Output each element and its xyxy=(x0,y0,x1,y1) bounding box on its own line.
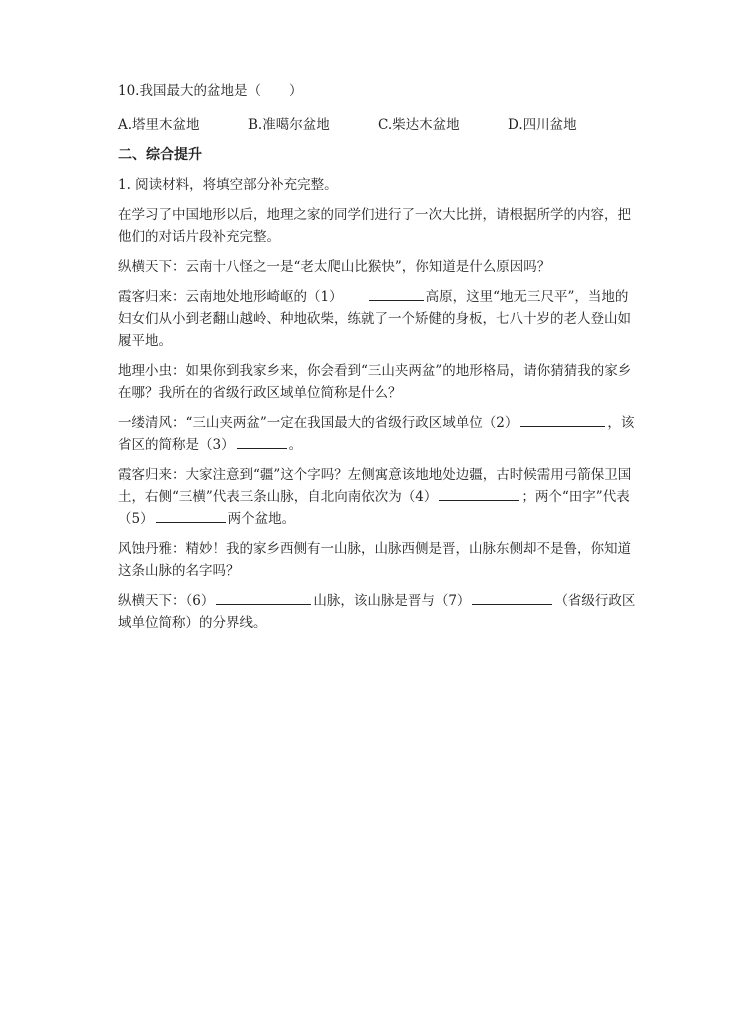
dialog-line-2 xyxy=(118,286,638,352)
question-10 xyxy=(118,80,638,102)
dialog-7-part-a: 纵横天下：（6） xyxy=(118,593,215,609)
dialog-7-part-b: 山脉，该山脉是晋与（7） xyxy=(313,593,471,609)
dialog-5-part-b: ；两个“田字”代表（5） xyxy=(118,489,630,527)
dialog-5-part-a: 霞客归来：大家注意到“疆”这个字吗？左侧寓意该地地处边疆，古时候需用弓箭保卫国土，右侧“三横”代表三条山脉，自北向南依次为（4） xyxy=(118,467,632,505)
dialog-5-part-c: 两个盆地。 xyxy=(227,511,296,527)
option-d: D.四川盆地 xyxy=(508,117,577,133)
dialog-line-4 xyxy=(118,412,638,456)
section-heading: 二、综合提升 xyxy=(118,147,202,163)
question-10-options xyxy=(118,114,638,136)
dialog-line-6: 风蚀丹雅：精妙！我的家乡西侧有一山脉，山脉西侧是晋，山脉东侧却不是鲁，你知道这条山脉的名字吗？ xyxy=(118,541,631,579)
question-10-stem: 10.我国最大的盆地是（ xyxy=(118,83,261,99)
answer-blank-5[interactable] xyxy=(156,508,226,523)
task-1-stem: 1. 阅读材料，将填空部分补充完整。 xyxy=(118,177,338,193)
dialog-4-part-a: 一缕清风：“三山夹两盆”一定在我国最大的省级行政区域单位（2） xyxy=(118,415,519,431)
answer-blank-7[interactable] xyxy=(472,590,552,605)
dialog-line-1: 纵横天下：云南十八怪之一是“老太爬山比猴快”，你知道是什么原因吗？ xyxy=(118,259,551,275)
answer-blank-4[interactable] xyxy=(439,486,519,501)
answer-blank-1[interactable] xyxy=(369,286,424,301)
option-b: B.准噶尔盆地 xyxy=(248,117,330,133)
question-10-stem-close: ） xyxy=(288,83,303,99)
dialog-line-7 xyxy=(118,590,638,634)
answer-blank-3[interactable] xyxy=(237,434,287,449)
dialog-7-part-c: （省级行政区域单位简称）的分界线。 xyxy=(118,593,636,631)
intro-paragraph: 在学习了中国地形以后，地理之家的同学们进行了一次大比拼，请根据所学的内容，把他们的对话片段补充完整。 xyxy=(118,207,631,245)
dialog-4-part-b: ，该省区的简称是（3） xyxy=(118,415,635,453)
answer-blank-2[interactable] xyxy=(520,412,605,427)
dialog-line-3: 地理小虫：如果你到我家乡来，你会看到“三山夹两盆”的地形格局，请你猜猜我的家乡在哪？我所在的省级行政区域单位简称是什么？ xyxy=(118,363,632,401)
dialog-2-part-b: 高原，这里“地无三尺平”，当地的妇女们从小到老翻山越岭、种地砍柴，练就了一个矫健的身板，七八十岁的老人登山如履平地。 xyxy=(118,289,631,349)
answer-blank-6[interactable] xyxy=(216,590,311,605)
dialog-line-5 xyxy=(118,464,638,530)
option-c: C.柴达木盆地 xyxy=(378,117,460,133)
option-a: A.塔里木盆地 xyxy=(118,117,200,133)
dialog-2-part-a: 霞客归来：云南地处地形崎岖的（1） xyxy=(118,289,343,305)
dialog-4-part-c: 。 xyxy=(288,437,303,453)
document-content xyxy=(118,80,638,642)
